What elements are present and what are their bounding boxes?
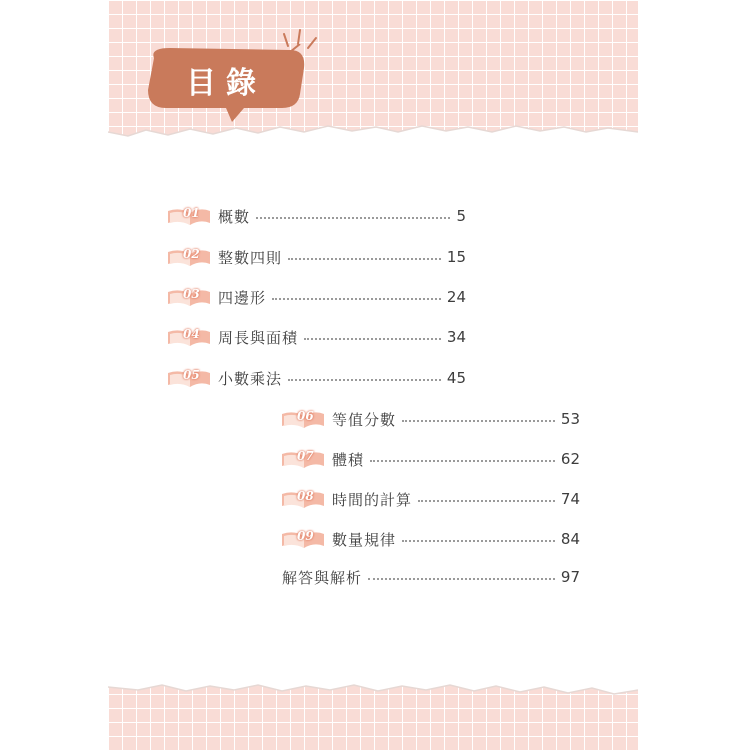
toc-item[interactable] bbox=[166, 245, 466, 269]
chapter-badge bbox=[280, 448, 326, 470]
page-number: 84 bbox=[560, 530, 580, 548]
chapter-badge bbox=[280, 408, 326, 430]
chapter-title: 時間的計算 bbox=[332, 490, 413, 509]
chapter-title: 整數四則 bbox=[218, 248, 283, 267]
toc-item[interactable] bbox=[280, 487, 580, 511]
dot-leader bbox=[288, 379, 441, 381]
chapter-title: 體積 bbox=[332, 450, 365, 469]
dot-leader bbox=[256, 217, 450, 219]
chapter-title: 數量規律 bbox=[332, 530, 397, 549]
appendix-title: 解答與解析 bbox=[282, 568, 363, 587]
chapter-title: 小數乘法 bbox=[218, 369, 283, 388]
page-number: 97 bbox=[560, 568, 580, 586]
torn-paper-edge-top bbox=[108, 118, 638, 158]
page-number: 24 bbox=[446, 288, 466, 306]
page-number: 34 bbox=[446, 328, 466, 346]
book-page bbox=[108, 0, 638, 750]
dot-leader bbox=[368, 578, 555, 580]
chapter-badge bbox=[280, 488, 326, 510]
chapter-badge bbox=[166, 367, 212, 389]
page-number: 5 bbox=[456, 207, 466, 225]
toc-item[interactable] bbox=[166, 204, 466, 228]
dot-leader bbox=[418, 500, 555, 502]
toc-item[interactable] bbox=[280, 407, 580, 431]
page-title: 目錄 bbox=[186, 66, 266, 101]
chapter-number: 05 bbox=[183, 368, 200, 382]
dot-leader bbox=[402, 420, 555, 422]
toc-item[interactable] bbox=[166, 285, 466, 309]
dot-leader bbox=[370, 460, 555, 462]
chapter-badge bbox=[166, 205, 212, 227]
chapter-title: 概數 bbox=[218, 207, 251, 226]
toc-item[interactable] bbox=[280, 527, 580, 551]
dot-leader bbox=[272, 298, 441, 300]
page-number: 74 bbox=[560, 490, 580, 508]
chapter-number: 06 bbox=[297, 409, 314, 423]
chapter-badge bbox=[166, 286, 212, 308]
chapter-number: 07 bbox=[297, 449, 314, 463]
chapter-number: 04 bbox=[183, 327, 200, 341]
sparkle-lines-icon bbox=[280, 28, 320, 52]
dot-leader bbox=[402, 540, 555, 542]
toc-item[interactable] bbox=[166, 366, 466, 390]
chapter-number: 02 bbox=[183, 247, 200, 261]
page-number: 62 bbox=[560, 450, 580, 468]
torn-paper-edge-bottom bbox=[108, 676, 638, 706]
chapter-badge bbox=[280, 528, 326, 550]
chapter-number: 08 bbox=[297, 489, 314, 503]
chapter-badge bbox=[166, 326, 212, 348]
chapter-title: 周長與面積 bbox=[218, 328, 299, 347]
page-number: 45 bbox=[446, 369, 466, 387]
chapter-title: 四邊形 bbox=[218, 288, 267, 307]
chapter-number: 01 bbox=[183, 206, 200, 220]
chapter-number: 03 bbox=[183, 287, 200, 301]
dot-leader bbox=[304, 338, 441, 340]
toc-item[interactable] bbox=[166, 325, 466, 349]
chapter-number: 09 bbox=[297, 529, 314, 543]
page-number: 53 bbox=[560, 410, 580, 428]
toc-appendix[interactable] bbox=[282, 565, 580, 589]
toc-item[interactable] bbox=[280, 447, 580, 471]
chapter-title: 等值分數 bbox=[332, 410, 397, 429]
page-number: 15 bbox=[446, 248, 466, 266]
dot-leader bbox=[288, 258, 441, 260]
chapter-badge bbox=[166, 246, 212, 268]
